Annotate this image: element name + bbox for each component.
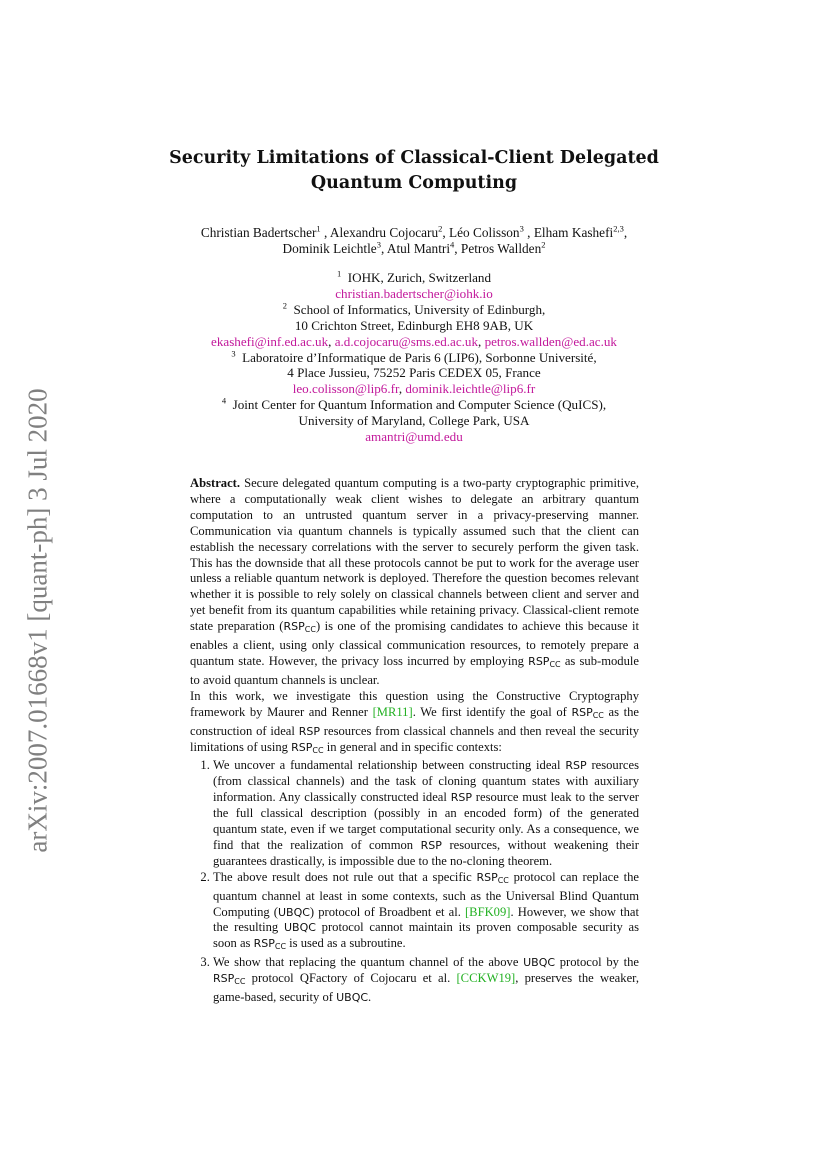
author-name: Elham Kashefi	[533, 225, 614, 240]
email-link[interactable]: amantri@umd.edu	[365, 429, 463, 445]
email-link[interactable]: christian.badertscher@iohk.io	[335, 285, 493, 301]
author-name: Alexandru Cojocaru	[329, 225, 439, 240]
author-name: Atul Mantri	[386, 240, 451, 256]
email-link[interactable]: a.d.cojocaru@sms.ed.ac.uk	[334, 333, 479, 349]
list-item: 3. We show that replacing the quantum channel of the above UBQC protocol by the $RSP_{CC}$ protocol QFactory of Cojocaru et al. [CCKW19], preserves the weaker, game-based, security of UBQC.	[213, 955, 639, 1006]
affiliation-2-address: 10 Crichton Street, Edinburgh EH8 9AB, UK	[294, 317, 534, 333]
abstract-label: Abstract.	[190, 476, 241, 490]
arxiv-id: arXiv:2007.01668v1 [quant-ph] 3 Jul 2020	[22, 387, 53, 853]
title-line-2: Quantum Computing	[310, 173, 518, 193]
arxiv-sidebar-stamp	[16, 370, 60, 870]
abstract-paragraph-1: Abstract. Secure delegated quantum computing is a two-party cryptographic primitive, where a computationally weak client wishes to delegate an arbitrary quantum computation to an untrusted quantum server in a privacy-preserving manner. Communication via quantum channels is typically assumed such that the client can establish the necessary correlations with the server to securely perform the given task. This has the downside that all these protocols cannot be put to work for the average user unless a reliable quantum network is deployed. Therefore the question becomes relevant whether it is possible to rely solely on classical channels between client and server and yet benefit from its quantum capabilities while retaining privacy. Classical-client remote state preparation $(RSP_{CC})$ is one of the promising candidates to achieve this because it enables a client, using only classical communication resources, to remotely prepare a quantum state. However, the privacy loss incurred by employing $RSP_{CC}$ as sub-module to avoid quantum channels is unclear.	[190, 476, 640, 687]
affiliations: $^1$ IOHK, Zurich, Switzerland christian.badertscher@iohk.io $^2$ School of Informatics, University of Edinburgh, 10 Crichton Street, Edinburgh EH8 9AB, UK ekashefi@inf.ed.ac.uk, a.d.cojocaru@sms.ed.ac.uk, petros.wallden@ed.ac.uk $^3$ Laboratoire d’Informatique de Paris 6 (LIP6), Sorbonne Université, 4 Place Jussieu, 75252 Paris CEDEX 05, France leo.colisson@lip6.fr, dominik.leichtle@lip6.fr $^4$ Joint Center for Quantum Information and Computer Science (QuICS), University of Maryland, College Park, USA amantri@umd.edu	[0, 270, 828, 445]
abstract	[190, 476, 639, 1006]
citation-link[interactable]: [CCKW19]	[456, 971, 516, 986]
email-link[interactable]: ekashefi@inf.ed.ac.uk	[211, 333, 329, 349]
author-name: Léo Colisson	[449, 225, 520, 240]
email-link[interactable]: leo.colisson@lip6.fr	[292, 381, 399, 397]
citation-link[interactable]: [MR11]	[372, 704, 413, 719]
affiliation-4: Joint Center for Quantum Information and Computer Science (QuICS),	[232, 397, 607, 413]
title-line-1: Security Limitations of Classical-Client Delegated	[169, 148, 659, 168]
author-name: Christian Badertscher	[200, 225, 317, 240]
email-link[interactable]: petros.wallden@ed.ac.uk	[484, 333, 617, 349]
list-item: 2. The above result does not rule out that a specific $RSP_{CC}$ protocol can replace the quantum channel at least in some contexts, such as the Universal Blind Quantum Computing (UBQC) protocol of Broadbent et al. [BFK09]. However, we show that the resulting UBQC protocol cannot maintain its proven composable security as soon as $RSP_{CC}$ is used as a subroutine.	[213, 870, 639, 956]
contribution-list	[190, 758, 639, 1006]
paper-title	[0, 146, 828, 196]
affiliation-3: Laboratoire d’Informatique de Paris 6 (LIP6), Sorbonne Université,	[242, 349, 597, 365]
list-item: 1. We uncover a fundamental relationship between constructing ideal RSP resources (from classical channels) and the task of cloning quantum states with auxiliary information. Any classically constructed ideal RSP resource must leak to the server the full classical description (possibly in an encoded form) of the generated quantum state, even if we target computational security only. As a consequence, we find that the realization of common RSP resources, without weakening their guarantees drastically, is impossible due to the no-cloning theorem.	[213, 758, 639, 869]
affiliation-2: School of Informatics, University of Edinburgh,	[293, 301, 546, 317]
author-list: Christian Badertscher$^1$ , Alexandru Cojocaru$^2$, Léo Colisson$^3$ , Elham Kashefi$^{2,3}$, Dominik Leichtle$^3$, Atul Mantri$^4$, Petros Wallden$^2$	[200, 223, 628, 256]
affiliation-4-address: University of Maryland, College Park, USA	[298, 413, 530, 429]
citation-link[interactable]: [BFK09]	[464, 904, 511, 919]
email-link[interactable]: dominik.leichtle@lip6.fr	[405, 381, 536, 397]
author-name: Petros Wallden	[460, 240, 542, 256]
affiliation-1: IOHK, Zurich, Switzerland	[347, 270, 492, 285]
author-name: Dominik Leichtle	[282, 240, 377, 256]
abstract-paragraph-2: In this work, we investigate this question using the Constructive Cryptography framework by Maurer and Renner [MR11]. We first identify the goal of $RSP_{CC}$ as the construction of ideal RSP resources from classical channels and then reveal the security limitations of using $RSP_{CC}$ in general and in specific contexts:	[190, 688, 640, 755]
affiliation-3-address: 4 Place Jussieu, 75252 Paris CEDEX 05, France	[287, 365, 541, 381]
